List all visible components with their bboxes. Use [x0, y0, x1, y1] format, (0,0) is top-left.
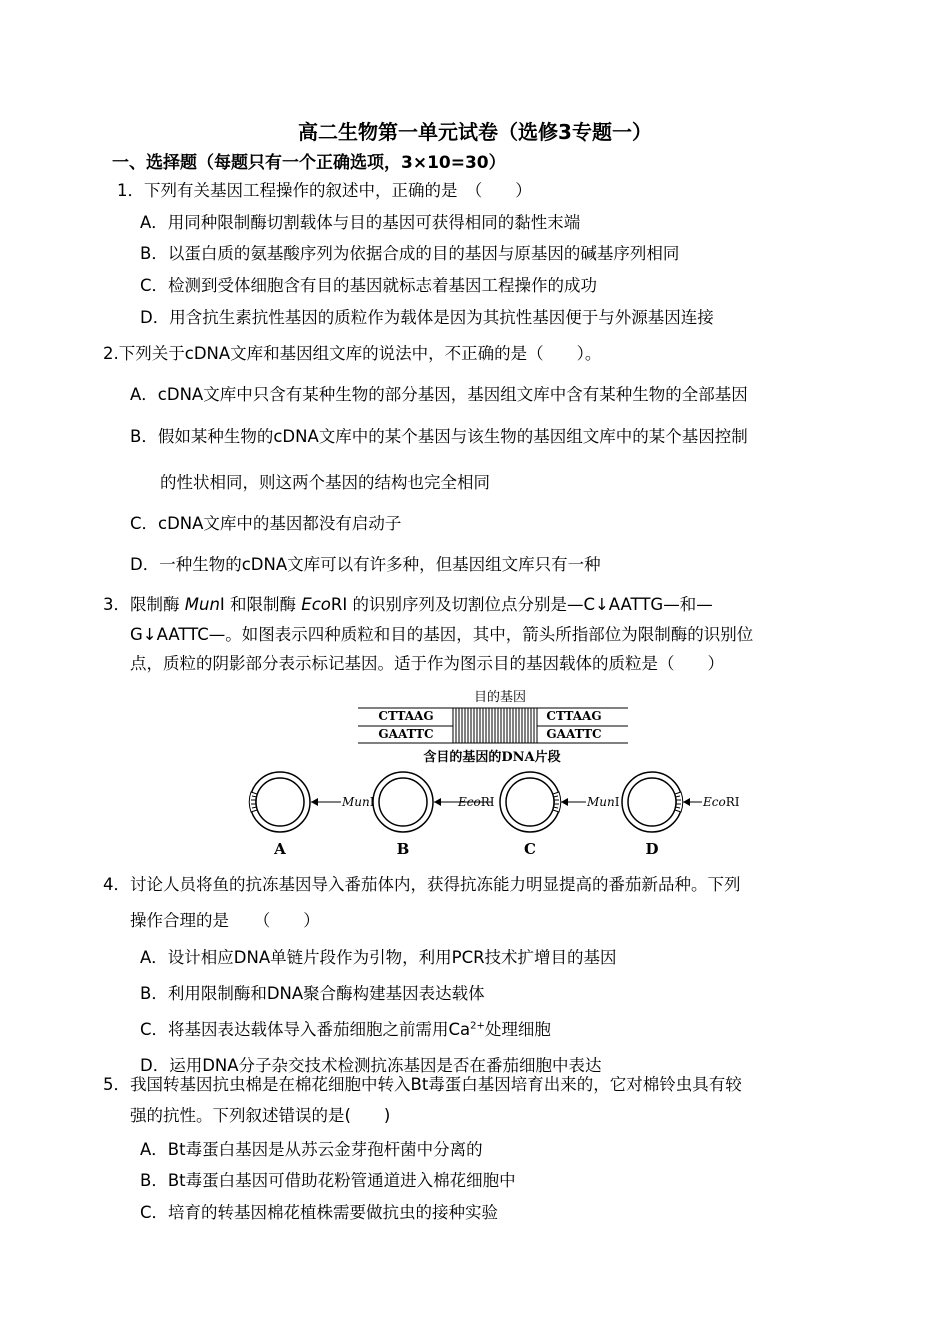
plasmid-letter-a: A — [274, 840, 286, 858]
section-heading: 一、选择题（每题只有一个正确选项，3×10=30） — [112, 153, 506, 173]
plasmid-a — [249, 772, 374, 858]
question-3-text-c: RⅠ 的识别序列及切割位点分别是—C↓AATTG—和— — [330, 595, 713, 614]
question-4-option-a: A．设计相应DNA单链片段作为引物，利用PCR技术扩增目的基因 — [140, 948, 617, 967]
right-sequence-bottom: GAATTC — [546, 727, 602, 741]
question-3-line2: G↓AATTC—。如图表示四种质粒和目的基因，其中，箭头所指部位为限制酶的识别位 — [130, 625, 754, 644]
question-4-option-d: D．运用DNA分子杂交技术检测抗冻基因是否在番茄细胞中表达 — [140, 1056, 602, 1075]
enzyme-mun-name: Mun — [184, 595, 220, 614]
calcium-charge: 2+ — [470, 1020, 485, 1032]
question-2-option-d: D．一种生物的cDNA文库可以有许多种，但基因组文库只有一种 — [130, 555, 601, 574]
enzyme-label-d: EcoRI — [703, 795, 740, 809]
question-3-line3: 点，质粒的阴影部分表示标记基因。适于作为图示目的基因载体的质粒是（ ） — [130, 654, 724, 673]
target-gene-hatch — [453, 708, 537, 743]
enzyme-label-a: MunI — [342, 795, 375, 809]
marker-gene-region-d — [675, 792, 683, 812]
question-4-option-c-tail: 处理细胞 — [484, 1020, 551, 1039]
question-2-stem: 2.下列关于cDNA文库和基因组文库的说法中，不正确的是（ ）。 — [103, 344, 602, 363]
plasmid-letter-c: C — [524, 840, 536, 858]
enzyme-eco-name: Eco — [301, 595, 331, 614]
plasmid-d — [622, 772, 740, 858]
plasmid-b — [373, 772, 495, 858]
question-3-number: 3． — [103, 595, 130, 614]
target-gene-label: 目的基因 — [473, 690, 527, 705]
question-1-option-c: C．检测到受体细胞含有目的基因就标志着基因工程操作的成功 — [140, 276, 598, 295]
question-4-option-c-text: C．将基因表达载体导入番茄细胞之前需用Ca — [140, 1020, 471, 1039]
enzyme-label-b: EcoRI — [458, 795, 495, 809]
right-sequence-top: CTTAAG — [546, 709, 602, 723]
question-4-option-b: B．利用限制酶和DNA聚合酶构建基因表达载体 — [140, 984, 485, 1003]
question-1-option-a: A．用同种限制酶切割载体与目的基因可获得相同的黏性末端 — [140, 213, 581, 232]
plasmid-letter-d: D — [645, 840, 659, 858]
question-5-option-b: B．Bt毒蛋白基因可借助花粉管通道进入棉花细胞中 — [140, 1171, 516, 1190]
question-4-stem-line2: 操作合理的是 （ ） — [130, 911, 320, 930]
question-5-stem-line1: 5．我国转基因抗虫棉是在棉花细胞中转入Bt毒蛋白基因培育出来的，它对棉铃虫具有较 — [103, 1075, 742, 1094]
question-5-stem-line2: 强的抗性。下列叙述错误的是( ) — [130, 1106, 391, 1125]
marker-gene-region-a — [249, 792, 257, 812]
fragment-label: 含目的基因的DNA片段 — [423, 750, 561, 765]
plasmid-letter-b: B — [396, 840, 410, 858]
question-1-option-b: B．以蛋白质的氨基酸序列为依据合成的目的基因与原基因的碱基序列相同 — [140, 244, 680, 263]
marker-gene-region-c — [553, 792, 561, 812]
question-5-option-c: C．培育的转基因棉花植株需要做抗虫的接种实验 — [140, 1203, 499, 1222]
question-2-option-b-line2: 的性状相同，则这两个基因的结构也完全相同 — [160, 473, 490, 492]
question-1-stem: 1．下列有关基因工程操作的叙述中，正确的是 （ ） — [117, 181, 532, 200]
question-3-text-b: Ⅰ 和限制酶 — [219, 595, 297, 614]
question-2-option-b-line1: B．假如某种生物的cDNA文库中的某个基因与该生物的基因组文库中的某个基因控制 — [130, 427, 748, 446]
question-4-stem-line1: 4．讨论人员将鱼的抗冻基因导入番茄体内，获得抗冻能力明显提高的番茄新品种。下列 — [103, 875, 741, 894]
left-sequence-bottom: GAATTC — [378, 727, 434, 741]
question-3-line1 — [103, 594, 713, 616]
question-3-text-a: 限制酶 — [130, 595, 180, 614]
question-2-option-c: C．cDNA文库中的基因都没有启动子 — [130, 514, 402, 533]
question-4-option-c — [140, 1019, 551, 1041]
plasmid-diagram — [240, 686, 760, 866]
page-title: 高二生物第一单元试卷（选修3专题一） — [298, 120, 652, 144]
question-5-option-a: A．Bt毒蛋白基因是从苏云金芽孢杆菌中分离的 — [140, 1140, 483, 1159]
enzyme-label-c: MunI — [587, 795, 620, 809]
question-1-option-d: D．用含抗生素抗性基因的质粒作为载体是因为其抗性基因便于与外源基因连接 — [140, 308, 714, 327]
plasmid-c — [500, 772, 620, 858]
left-sequence-top: CTTAAG — [378, 709, 434, 723]
question-2-option-a: A．cDNA文库中只含有某种生物的部分基因，基因组文库中含有某种生物的全部基因 — [130, 385, 748, 404]
